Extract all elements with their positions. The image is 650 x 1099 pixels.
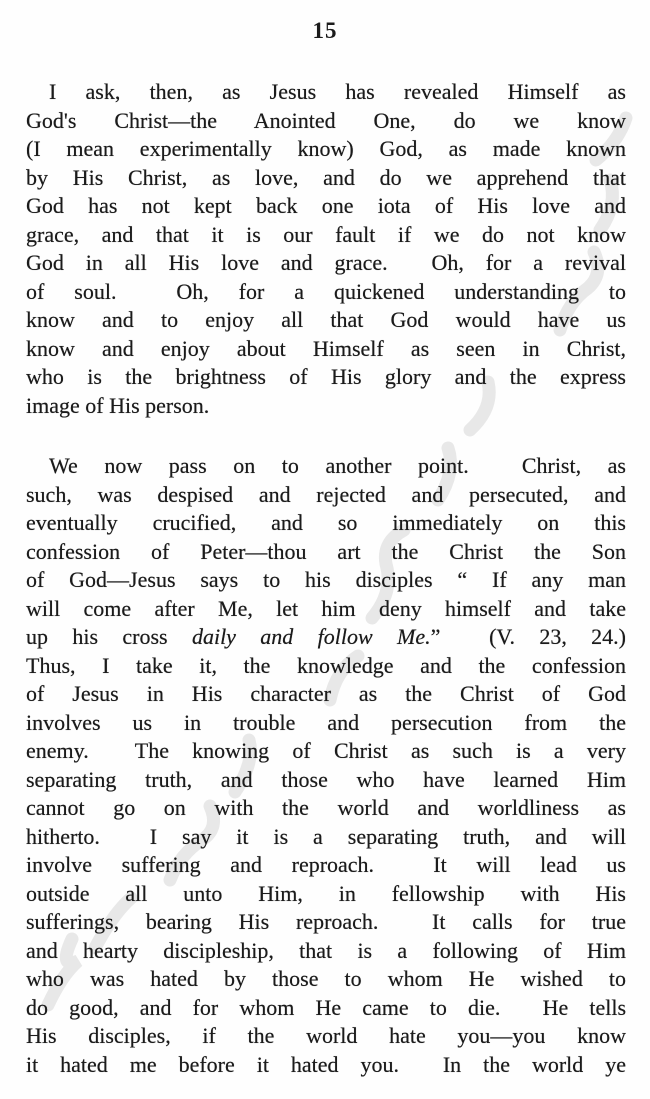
paragraph <box>26 452 626 1079</box>
text-line: know and enjoy about Himself as seen in Christ, <box>26 335 626 361</box>
text-line: God has not kept back one iota of His love and <box>26 193 626 218</box>
text-line: cannot go on with the world and worldliness as <box>26 795 626 820</box>
text-line: We now pass on to another point. Christ, as <box>49 453 626 478</box>
text-line: separating truth, and those who have learned Him <box>26 766 626 792</box>
text-line: involve suffering and reproach. It will lead us <box>26 852 626 877</box>
text-line: Thus, I take it, the knowledge and the confession <box>26 652 626 678</box>
text-line: confession of Peter—thou art the Christ the Son <box>26 538 626 564</box>
text-line: God's Christ—the Anointed One, do we know <box>26 107 626 133</box>
text-line: I ask, then, as Jesus has revealed Himself as <box>49 79 626 104</box>
text-line: up his cross daily and follow Me.” (V. 23, 24.) <box>26 624 626 649</box>
text-line: and hearty discipleship, that is a following of Him <box>26 937 626 963</box>
text-line: grace, and that it is our fault if we do not know <box>26 221 626 247</box>
text-line: eventually crucified, and so immediately on this <box>26 510 626 535</box>
paragraph <box>26 78 626 420</box>
text-line: enemy. The knowing of Christ as such is a very <box>26 738 626 763</box>
text-block <box>26 78 626 1079</box>
text-line: do good, and for whom He came to die. He tells <box>26 994 626 1020</box>
text-line: know and to enjoy all that God would have us <box>26 307 626 332</box>
text-line: who is the brightness of His glory and the express <box>26 364 626 389</box>
text-line: it hated me before it hated you. In the world ye <box>26 1051 626 1077</box>
text-line: outside all unto Him, in fellowship with His <box>26 880 626 906</box>
text-line: of soul. Oh, for a quickened understanding to <box>26 278 626 304</box>
text-line: image of His person. <box>26 392 210 418</box>
text-line: God in all His love and grace. Oh, for a revival <box>26 250 626 275</box>
text-line: who was hated by those to whom He wished to <box>26 966 626 991</box>
text-line: of God—Jesus says to his disciples “ If any man <box>26 567 626 592</box>
page-number: 15 <box>312 18 338 43</box>
text-line: His disciples, if the world hate you—you know <box>26 1023 626 1048</box>
text-line: by His Christ, as love, and do we apprehend that <box>26 164 626 190</box>
text-line: such, was despised and rejected and persecuted, and <box>26 481 626 507</box>
text-line: (I mean experimentally know) God, as made known <box>26 136 626 161</box>
text-line: sufferings, bearing His reproach. It calls for true <box>26 909 626 934</box>
text-line: of Jesus in His character as the Christ of God <box>26 681 626 706</box>
text-line: hitherto. I say it is a separating truth, and will <box>26 823 626 849</box>
text-line: will come after Me, let him deny himself and take <box>26 595 626 621</box>
text-line: involves us in trouble and persecution from the <box>26 709 626 735</box>
